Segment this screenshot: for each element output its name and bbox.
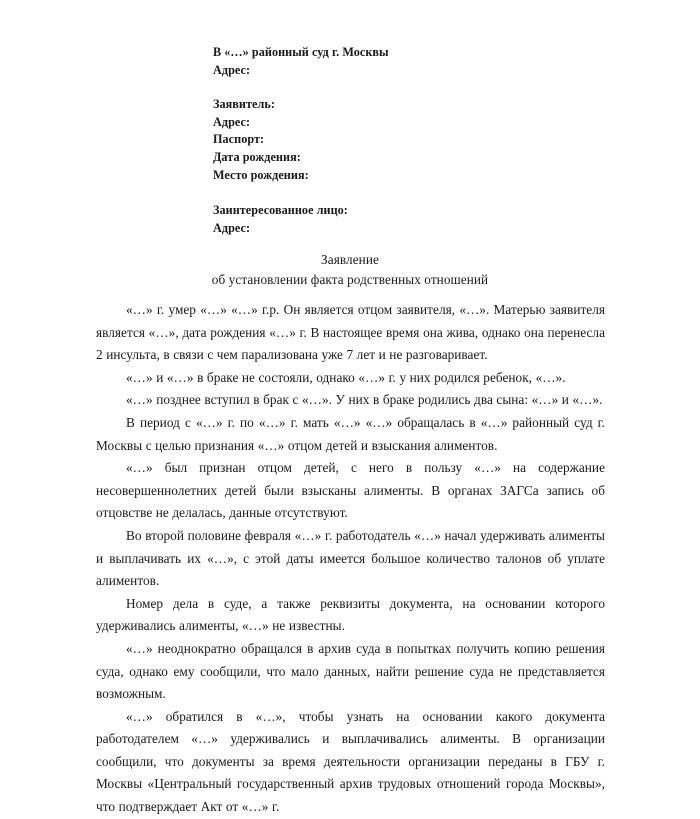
page-subtitle: об установлении факта родственных отношений xyxy=(211,272,489,287)
header-spacer-2 xyxy=(213,184,633,202)
court-address-label: Адрес: xyxy=(213,62,251,77)
header-spacer-1 xyxy=(213,79,633,96)
interested-party-label: Заинтересованное лицо: xyxy=(213,203,348,218)
body-paragraph: «…» и «…» в браке не состояли, однако «…» г. у них родился ребенок, «…». xyxy=(126,369,566,385)
interested-party-address-label: Адрес: xyxy=(213,220,251,235)
document-body xyxy=(96,299,605,819)
body-paragraph: В период с «…» г. по «…» г. мать «…» «…» обращалась в «…» районный суд г. Москвы с целью признания «…» отцом детей и взыскания алиментов. xyxy=(96,414,605,453)
body-paragraph: Номер дела в суде, а также реквизиты документа, на основании которого удерживались алименты, «…» не известны. xyxy=(96,595,605,634)
applicant-passport-label: Паспорт: xyxy=(213,132,265,147)
body-paragraph: «…» позднее вступил в брак с «…». У них в браке родились два сына: «…» и «…». xyxy=(126,392,603,408)
applicant-birthdate-label: Дата рождения: xyxy=(213,149,301,164)
body-paragraph: Во второй половине февраля «…» г. работодатель «…» начал удерживать алименты и выплачивать их «…», с этой даты имеется большое количество талонов об уплате алиментов. xyxy=(96,527,605,589)
applicant-label: Заявитель: xyxy=(213,97,275,112)
applicant-address-label: Адрес: xyxy=(213,114,251,129)
applicant-birthplace-label: Место рождения: xyxy=(213,167,309,182)
body-paragraph: «…» неоднократно обращался в архив суда в попытках получить копию решения суда, однако ему сообщили, что мало данных, найти решение суда не представляется возможным. xyxy=(96,640,605,702)
court-name-line: В «…» районный суд г. Москвы xyxy=(213,45,389,59)
body-paragraph: «…» г. умер «…» «…» г.р. Он является отцом заявителя, «…». Матерью заявителя является «…», дата рождения «…» г. В настоящее время она жива, однако она перенесла 2 инсульта, в связи с чем парализована уже 7 лет и не разговаривает. xyxy=(96,302,605,363)
body-paragraph: «…» обратился в «…», чтобы узнать на основании какого документа работодателем «…» удерживались и выплачивались алименты. В организации сообщили, что документы за время деятельности организации переданы в ГБУ г. Москвы «Центральный государственный архив трудовых отношений города Москвы», что подтверждает Акт от «…» г. xyxy=(96,708,605,815)
document-header-block xyxy=(213,44,633,237)
body-paragraph: «…» был признан отцом детей, с него в пользу «…» на содержание несовершеннолетних детей были взысканы алименты. В органах ЗАГСа запись об отцовстве не делалась, данные отсутствуют. xyxy=(96,460,605,521)
page-title: Заявление xyxy=(321,252,379,267)
document-title-block xyxy=(0,250,700,290)
